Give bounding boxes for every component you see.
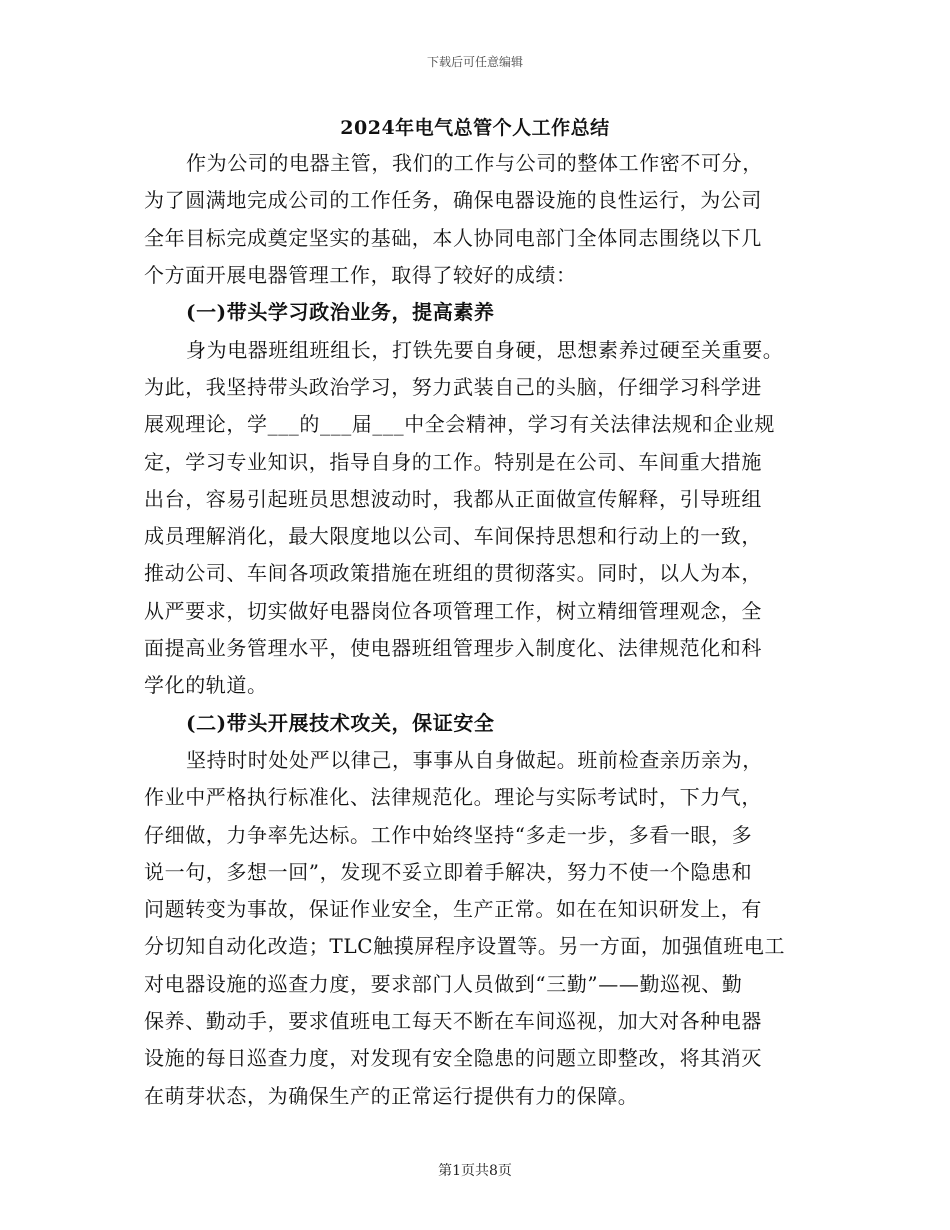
page-footer: 第1页共8页 xyxy=(438,1163,512,1179)
paragraph-line: 作业中严格执行标准化、法律规范化。理论与实际考试时，下力气， xyxy=(144,785,762,809)
paragraph-line: 面提高业务管理水平，使电器班组管理步入制度化、法律规范化和科 xyxy=(144,636,762,660)
header-note: 下载后可任意编辑 xyxy=(426,55,523,69)
paragraph-line: 对电器设施的巡查力度，要求部门人员做到“三勤”——勤巡视、勤 xyxy=(144,972,743,996)
document-title: 2024年电气总管个人工作总结 xyxy=(340,117,610,139)
paragraph-line: 设施的每日巡查力度，对发现有安全隐患的问题立即整改，将其消灭 xyxy=(144,1046,762,1070)
paragraph-line: 保养、勤动手，要求值班电工每天不断在车间巡视，加大对各种电器 xyxy=(144,1009,762,1033)
paragraph-line: 成员理解消化，最大限度地以公司、车间保持思想和行动上的一致， xyxy=(144,524,762,548)
paragraph-line: 展观理论，学___的___届___中全会精神，学习有关法律法规和企业规 xyxy=(144,412,775,436)
paragraph-line: 定，学习专业知识，指导自身的工作。特别是在公司、车间重大措施 xyxy=(144,450,762,474)
paragraph-line: 作为公司的电器主管，我们的工作与公司的整体工作密不可分， xyxy=(186,151,763,175)
paragraph-line: 出台，容易引起班员思想波动时，我都从正面做宣传解释，引导班组 xyxy=(144,487,762,511)
paragraph-line: 个方面开展电器管理工作，取得了较好的成绩： xyxy=(144,263,577,287)
paragraph-line: 身为电器班组班组长，打铁先要自身硬，思想素养过硬至关重要。 xyxy=(186,338,784,362)
paragraph-line: 在萌芽状态，为确保生产的正常运行提供有力的保障。 xyxy=(144,1084,639,1108)
paragraph-line: 仔细做，力争率先达标。工作中始终坚持“多走一步，多看一眼，多 xyxy=(144,823,753,847)
paragraph-line: 问题转变为事故，保证作业安全，生产正常。如在在知识研发上，有 xyxy=(144,897,762,921)
paragraph-line: 推动公司、车间各项政策措施在班组的贯彻落实。同时，以人为本， xyxy=(144,561,762,585)
section-heading: (一)带头学习政治业务，提高素养 xyxy=(186,300,495,324)
paragraph-line: 全年目标完成奠定坚实的基础，本人协同电部门全体同志围绕以下几 xyxy=(144,226,762,250)
paragraph-line: 坚持时时处处严以律己，事事从自身做起。班前检查亲历亲为， xyxy=(186,748,763,772)
paragraph-line: 说一句，多想一回”，发现不妥立即着手解决，努力不使一个隐患和 xyxy=(144,860,753,884)
paragraph-line: 为了圆满地完成公司的工作任务，确保电器设施的良性运行，为公司 xyxy=(144,188,762,212)
paragraph-line: 分切知自动化改造；TLC触摸屏程序设置等。另一方面，加强值班电工 xyxy=(144,934,786,958)
section-heading: (二)带头开展技术攻关，保证安全 xyxy=(186,711,495,735)
paragraph-line: 为此，我坚持带头政治学习，努力武装自己的头脑，仔细学习科学进 xyxy=(144,375,762,399)
paragraph-line: 学化的轨道。 xyxy=(144,673,268,697)
paragraph-line: 从严要求，切实做好电器岗位各项管理工作，树立精细管理观念，全 xyxy=(144,599,762,623)
